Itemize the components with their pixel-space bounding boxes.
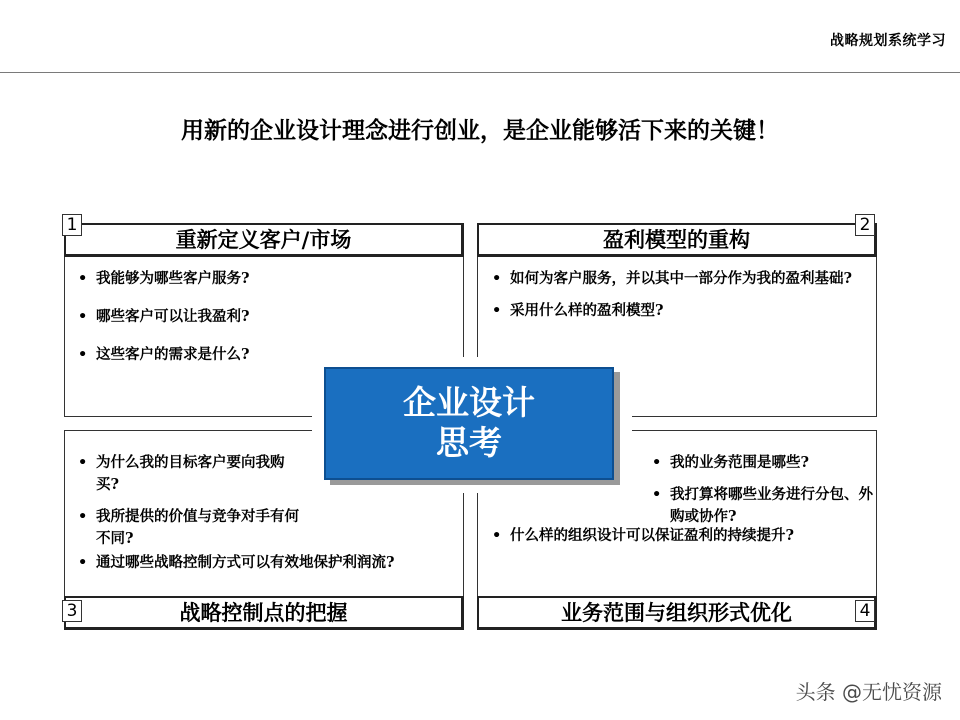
quadrant-2-title: 盈利模型的重构 (477, 223, 877, 257)
page-title: 用新的企业设计理念进行创业，是企业能够活下来的关键！ (181, 118, 779, 144)
center-line-1: 企业设计 (403, 383, 535, 422)
quadrant-4-list-extra (488, 525, 873, 563)
watermark: 头条 @无忧资源 (795, 680, 942, 704)
quadrant-4-title: 业务范围与组织形式优化 (477, 596, 877, 630)
list-item: • 什么样的组织设计可以保证盈利的持续提升? (488, 525, 873, 547)
list-item: • 我所提供的价值与竞争对手有何不同? (74, 506, 304, 550)
quadrant-1-title: 重新定义客户/市场 (64, 223, 464, 257)
list-item: • 如何为客户服务，并以其中一部分作为我的盈利基础? (488, 268, 873, 290)
list-item: • 通过哪些战略控制方式可以有效地保护利润流? (74, 552, 460, 574)
list-item: • 我的业务范围是哪些? (648, 452, 873, 474)
center-line-2: 思考 (436, 423, 502, 462)
quadrant-2-number: 2 (855, 214, 875, 236)
quadrant-3-title: 战略控制点的把握 (64, 596, 464, 630)
quadrant-4-number: 4 (855, 600, 875, 622)
list-item: • 这些客户的需求是什么? (74, 344, 454, 366)
list-item: • 为什么我的目标客户要向我购买? (74, 452, 304, 496)
quadrant-3-number: 3 (62, 600, 82, 622)
header-divider (0, 72, 960, 73)
header-title: 战略规划系统学习 (830, 33, 946, 49)
list-item: • 采用什么样的盈利模型? (488, 300, 873, 322)
center-concept-box (324, 367, 614, 480)
quadrant-2-list (488, 268, 873, 332)
list-item: • 哪些客户可以让我盈利? (74, 306, 454, 328)
quadrant-1-number: 1 (62, 214, 82, 236)
list-item: • 我打算将哪些业务进行分包、外购或协作? (648, 484, 873, 528)
list-item: • 我能够为哪些客户服务? (74, 268, 454, 290)
